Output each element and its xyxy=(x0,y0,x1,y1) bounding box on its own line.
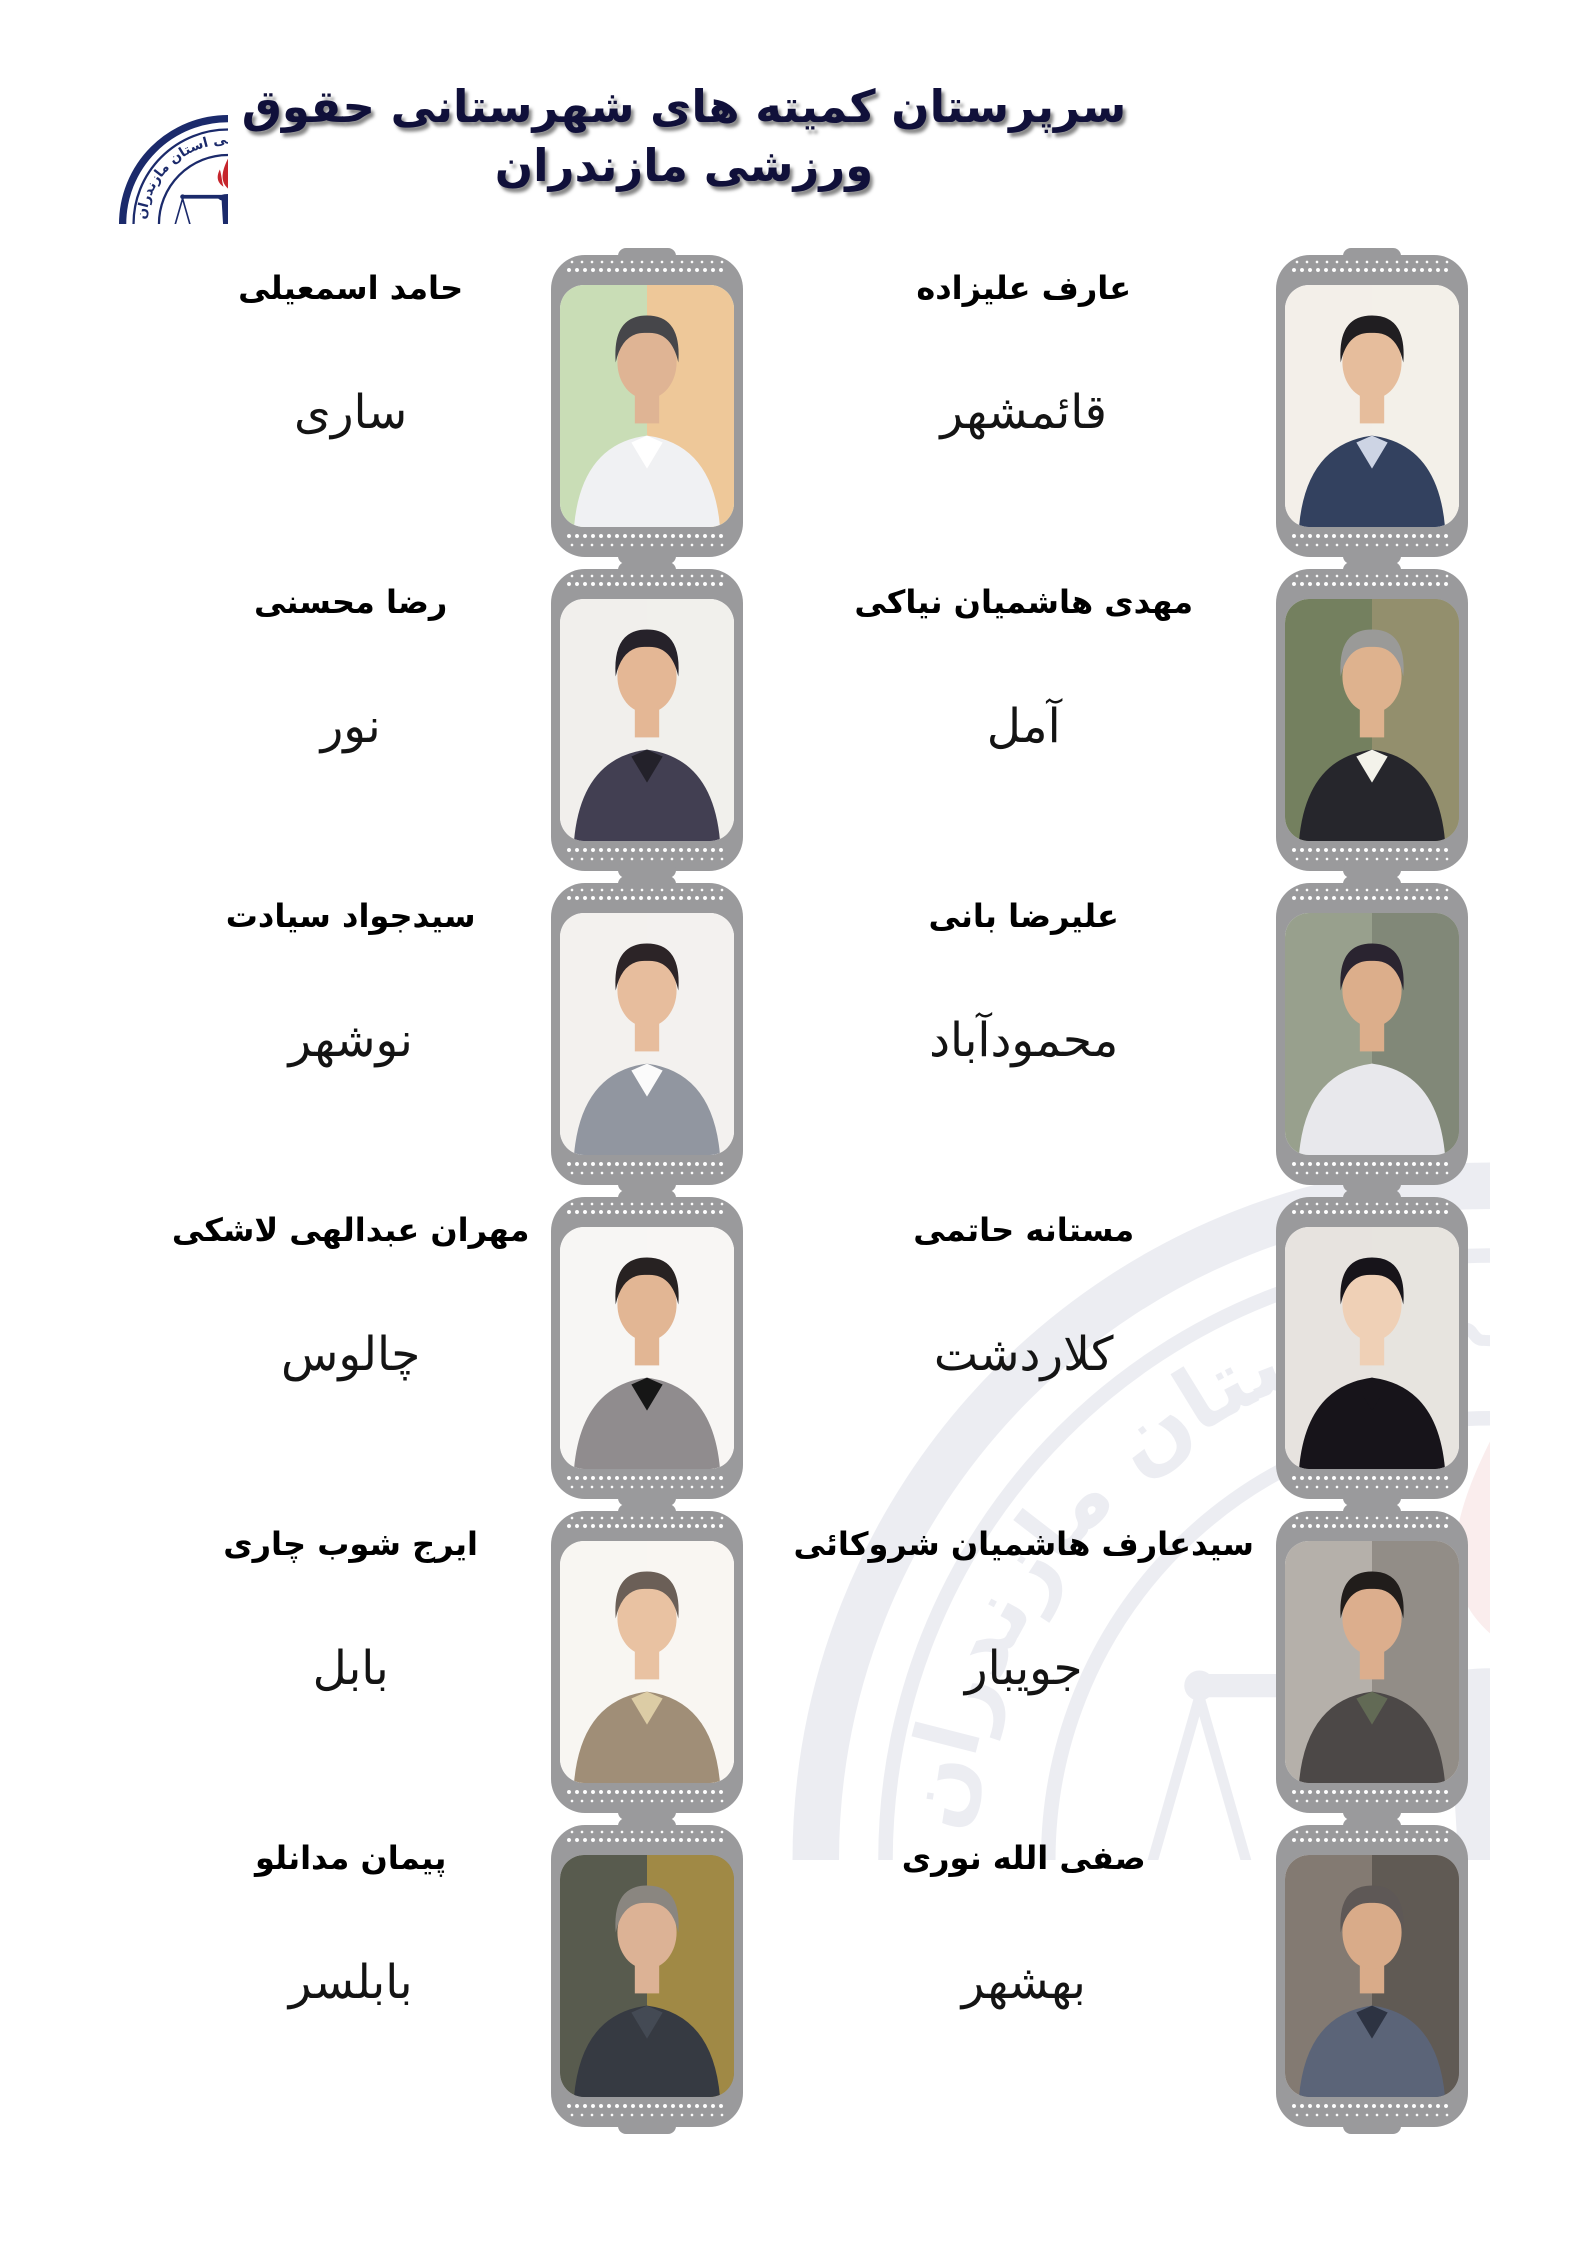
frame-ornament-top xyxy=(555,1197,739,1227)
header xyxy=(0,0,1588,235)
person-silhouette xyxy=(560,1541,734,1783)
member-photo xyxy=(1285,1541,1459,1783)
member-city: بهشهر xyxy=(961,1955,1086,2010)
person-silhouette xyxy=(1285,285,1459,527)
photo-frame xyxy=(551,1197,743,1499)
member-city: بابل xyxy=(312,1641,389,1696)
photo-frame xyxy=(1276,569,1468,871)
member-photo xyxy=(560,599,734,841)
member-photo xyxy=(560,285,734,527)
frame-ornament-top xyxy=(1280,1197,1464,1227)
frame-ornament-bottom xyxy=(1280,2097,1464,2127)
member-city: آمل xyxy=(986,699,1061,754)
member-text-block xyxy=(172,1825,530,2127)
member-card xyxy=(793,1511,1468,1813)
frame-ornament-top xyxy=(1280,1825,1464,1855)
member-name: صفی الله نوری xyxy=(901,1839,1146,1877)
member-photo xyxy=(1285,599,1459,841)
member-name: سیدعارف هاشمیان شروکائی xyxy=(793,1525,1254,1563)
photo-frame xyxy=(1276,1197,1468,1499)
person-silhouette xyxy=(1285,1541,1459,1783)
frame-ornament-bottom xyxy=(555,1469,739,1499)
member-text-block xyxy=(172,1197,530,1499)
frame-ornament-bottom xyxy=(555,1783,739,1813)
frame-ornament-top xyxy=(555,569,739,599)
committee-logo xyxy=(10,6,228,224)
member-text-block xyxy=(172,1511,530,1813)
member-city: کلاردشت xyxy=(933,1327,1114,1382)
frame-ornament-bottom xyxy=(1280,527,1464,557)
member-text-block xyxy=(793,569,1254,871)
person-silhouette xyxy=(560,599,734,841)
frame-ornament-bottom xyxy=(555,527,739,557)
frame-ornament-top xyxy=(555,255,739,285)
photo-frame xyxy=(551,1511,743,1813)
person-silhouette xyxy=(560,1227,734,1469)
member-name: عارف علیزاده xyxy=(916,269,1132,307)
member-text-block xyxy=(793,1197,1254,1499)
member-name: سیدجواد سیادت xyxy=(225,897,476,935)
frame-ornament-bottom xyxy=(1280,1155,1464,1185)
person-silhouette xyxy=(1285,1227,1459,1469)
committee-logo-art xyxy=(10,6,228,224)
frame-ornament-bottom xyxy=(1280,841,1464,871)
frame-ornament-top xyxy=(1280,255,1464,285)
member-city: بابلسر xyxy=(288,1955,413,2010)
member-card xyxy=(793,569,1468,871)
frame-ornament-top xyxy=(1280,569,1464,599)
member-photo xyxy=(560,1227,734,1469)
photo-frame xyxy=(1276,1511,1468,1813)
frame-ornament-top xyxy=(1280,1511,1464,1541)
member-city: نوشهر xyxy=(288,1013,413,1068)
member-name: مهران عبدالهی لاشکی xyxy=(171,1211,530,1249)
photo-frame xyxy=(551,883,743,1185)
member-card xyxy=(793,1825,1468,2127)
page-title: سرپرستان کمیته های شهرستانی حقوق ورزشی مازندران xyxy=(241,80,1127,192)
member-photo xyxy=(560,1541,734,1783)
photo-frame xyxy=(1276,255,1468,557)
member-name: مستانه حاتمی xyxy=(913,1211,1135,1249)
person-silhouette xyxy=(560,285,734,527)
member-text-block xyxy=(793,255,1254,557)
member-text-block xyxy=(793,1511,1254,1813)
member-photo xyxy=(1285,1855,1459,2097)
member-name: حامد اسمعیلی xyxy=(238,269,464,307)
member-card xyxy=(172,1511,744,1813)
member-city: قائمشهر xyxy=(940,385,1107,440)
photo-frame xyxy=(551,569,743,871)
member-text-block xyxy=(172,255,530,557)
frame-ornament-top xyxy=(1280,883,1464,913)
photo-frame xyxy=(1276,1825,1468,2127)
member-photo xyxy=(560,1855,734,2097)
frame-ornament-top xyxy=(555,883,739,913)
member-card xyxy=(172,569,744,871)
member-city: محمودآباد xyxy=(929,1013,1119,1068)
member-text-block xyxy=(172,883,530,1185)
person-silhouette xyxy=(560,1855,734,2097)
member-text-block xyxy=(793,883,1254,1185)
member-city: جویبار xyxy=(964,1641,1083,1696)
member-name: ایرج شوب چاری xyxy=(223,1525,479,1563)
frame-ornament-bottom xyxy=(1280,1783,1464,1813)
member-name: رضا محسنی xyxy=(253,583,448,621)
members-grid xyxy=(0,235,1588,2127)
member-photo xyxy=(560,913,734,1155)
photo-frame xyxy=(551,1825,743,2127)
member-card xyxy=(172,1197,744,1499)
member-card xyxy=(793,1197,1468,1499)
member-card xyxy=(793,255,1468,557)
person-silhouette xyxy=(560,913,734,1155)
photo-frame xyxy=(551,255,743,557)
frame-ornament-bottom xyxy=(555,1155,739,1185)
member-card xyxy=(172,1825,744,2127)
frame-ornament-top xyxy=(555,1825,739,1855)
person-silhouette xyxy=(1285,1855,1459,2097)
member-card xyxy=(172,883,744,1185)
frame-ornament-bottom xyxy=(555,2097,739,2127)
person-silhouette xyxy=(1285,913,1459,1155)
frame-ornament-bottom xyxy=(555,841,739,871)
member-name: مهدی هاشمیان نیاکی xyxy=(854,583,1194,621)
member-city: ساری xyxy=(294,385,408,440)
member-photo xyxy=(1285,913,1459,1155)
member-photo xyxy=(1285,285,1459,527)
member-photo xyxy=(1285,1227,1459,1469)
member-card xyxy=(172,255,744,557)
frame-ornament-top xyxy=(555,1511,739,1541)
person-silhouette xyxy=(1285,599,1459,841)
member-text-block xyxy=(172,569,530,871)
photo-frame xyxy=(1276,883,1468,1185)
member-text-block xyxy=(793,1825,1254,2127)
member-city: چالوس xyxy=(280,1327,421,1382)
member-name: علیرضا بانی xyxy=(928,897,1119,935)
frame-ornament-bottom xyxy=(1280,1469,1464,1499)
member-name: پیمان مدانلو xyxy=(254,1839,447,1877)
member-city: نور xyxy=(320,699,381,754)
member-card xyxy=(793,883,1468,1185)
